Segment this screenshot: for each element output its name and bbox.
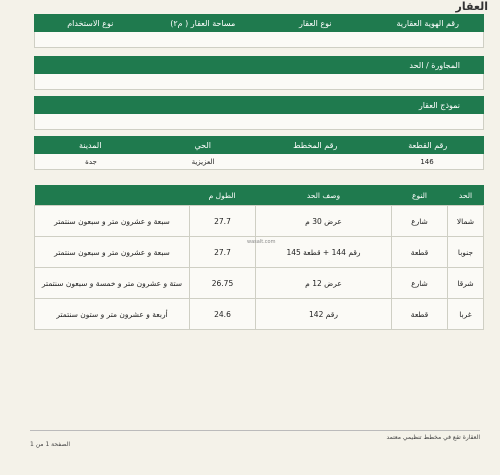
col-usage: نوع الاستخدام xyxy=(67,18,114,28)
table-row xyxy=(35,206,484,237)
col-property-id: رقم الهوية العقارية xyxy=(396,18,459,28)
plot-section xyxy=(34,136,484,170)
bound-length-words: ستة و عشرون متر و خمسة و سبعون سنتمتر xyxy=(35,268,190,299)
footer xyxy=(30,430,480,448)
bound-description: عرض 30 م xyxy=(256,206,392,237)
bound-direction: شرقا xyxy=(448,268,484,299)
neighbors-label: المجاورة / الحد xyxy=(409,60,460,70)
col-plot-number: رقم القطعة xyxy=(408,140,448,150)
bound-length: 27.7 xyxy=(190,206,256,237)
col-bound: الحد xyxy=(448,185,484,206)
bound-length: 26.75 xyxy=(190,268,256,299)
col-area: مساحة العقار ( م٢) xyxy=(170,18,236,28)
page-number: الصفحة 1 من 1 xyxy=(30,441,70,448)
bound-direction: جنوبا xyxy=(448,237,484,268)
page-title: العقار xyxy=(455,0,488,13)
bound-length: 24.6 xyxy=(190,299,256,330)
table-row xyxy=(35,268,484,299)
col-plan-number: رقم المخطط xyxy=(293,140,338,150)
plot-values-row xyxy=(34,154,484,170)
bound-type: قطعة xyxy=(392,299,448,330)
bounds-table xyxy=(34,185,484,330)
footer-note: العقارة تقع في مخطط تنظيمي معتمد xyxy=(386,434,480,441)
bounds-header-row xyxy=(35,185,484,206)
neighbors-section xyxy=(34,56,484,90)
property-values-row xyxy=(34,32,484,48)
model-section xyxy=(34,96,484,130)
district: العزيزية xyxy=(191,157,215,166)
plot-number: 146 xyxy=(420,157,434,166)
bound-length-words: أربعة و عشرون متر و ستون سنتمتر xyxy=(35,299,190,330)
bound-length-words: سبعة و عشرون متر و سبعون سنتمتر xyxy=(35,206,190,237)
property-info-section xyxy=(34,14,484,48)
col-type: النوع xyxy=(392,185,448,206)
bound-description: عرض 12 م xyxy=(256,268,392,299)
model-bar xyxy=(34,96,484,114)
bound-length-words: سبعة و عشرون متر و سبعون سنتمتر xyxy=(35,237,190,268)
col-city: المدينة xyxy=(79,140,102,150)
bound-description: رقم 142 xyxy=(256,299,392,330)
bound-direction: غربا xyxy=(448,299,484,330)
table-row xyxy=(35,299,484,330)
col-property-type: نوع العقار xyxy=(298,18,332,28)
bound-type: قطعة xyxy=(392,237,448,268)
bound-direction: شمالا xyxy=(448,206,484,237)
model-label: نموذج العقار xyxy=(418,100,460,110)
col-district: الحي xyxy=(194,140,211,150)
col-description: وصف الحد xyxy=(256,185,392,206)
neighbors-bar xyxy=(34,56,484,74)
watermark: wasalt.com xyxy=(247,239,276,245)
bound-type: شارع xyxy=(392,206,448,237)
property-header-bar xyxy=(34,14,484,32)
plot-header-bar xyxy=(34,136,484,154)
col-length: الطول م xyxy=(35,185,256,206)
model-row xyxy=(34,114,484,130)
bound-type: شارع xyxy=(392,268,448,299)
neighbors-row xyxy=(34,74,484,90)
bound-description: رقم 144 + قطعة 145 xyxy=(256,237,392,268)
bounds-section xyxy=(34,185,484,330)
bound-length: 27.7 xyxy=(190,237,256,268)
city: جدة xyxy=(85,157,97,166)
